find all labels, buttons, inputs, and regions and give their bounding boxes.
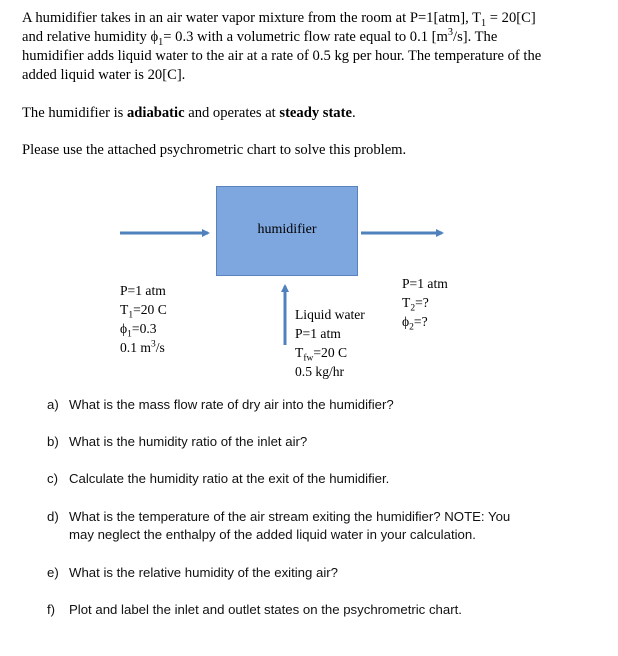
question-c: c) Calculate the humidity ratio at the exit of the humidifier.: [47, 471, 390, 486]
problem-line-1: A humidifier takes in an air water vapor mixture from the room at P=1[atm], $T_1 = 20[C]$: [22, 10, 536, 29]
liquid-pressure: P=1 atm: [295, 326, 341, 341]
inlet-pressure: P=1 atm: [120, 283, 166, 298]
inlet-temperature: $T_1=20$ C: [120, 302, 167, 321]
problem-line-2: and relative humidity $\phi_1= 0.3$ with a volumetric flow rate equal to 0.1 $[m^3/s]$. The: [22, 27, 498, 48]
question-e: e) What is the relative humidity of the exiting air?: [47, 565, 339, 580]
humidifier-label: humidifier: [257, 222, 317, 237]
question-b: b) What is the humidity ratio of the inlet air?: [47, 434, 308, 449]
problem-line-3: humidifier adds liquid water to the air at a rate of 0.5 kg per hour. The temperature of the: [22, 48, 542, 64]
outlet-conditions: [402, 274, 448, 331]
outlet-pressure: P=1 atm: [402, 276, 448, 291]
outlet-temperature: $T_2=$?: [402, 295, 429, 314]
question-d-continued: may neglect the enthalpy of the added liquid water in your calculation.: [69, 527, 476, 542]
humidifier-box: [216, 186, 358, 276]
instruction-text: Please use the attached psychrometric chart to solve this problem.: [22, 142, 407, 158]
liquid-temperature: $T_{fw}=20$ C: [295, 345, 348, 364]
outlet-humidity: $\phi_2=$?: [402, 314, 428, 333]
question-a: a) What is the mass flow rate of dry air into the humidifier?: [47, 397, 394, 412]
inlet-conditions: [120, 281, 167, 357]
problem-line-4: added liquid water is 20[C].: [22, 67, 186, 83]
question-d: d) What is the temperature of the air stream exiting the humidifier? NOTE: You: [47, 509, 511, 524]
inlet-flow: 0.1 $m^3/s$: [120, 339, 165, 355]
liquid-label: Liquid water: [295, 307, 365, 322]
liquid-conditions: [295, 305, 365, 381]
conditions-text: The humidifier is adiabatic and operates at steady state.: [22, 105, 356, 121]
question-f: f) Plot and label the inlet and outlet states on the psychrometric chart.: [47, 602, 462, 617]
liquid-rate: 0.5 kg/hr: [295, 364, 345, 379]
inlet-humidity: $\phi_1=0.3$: [120, 321, 157, 340]
